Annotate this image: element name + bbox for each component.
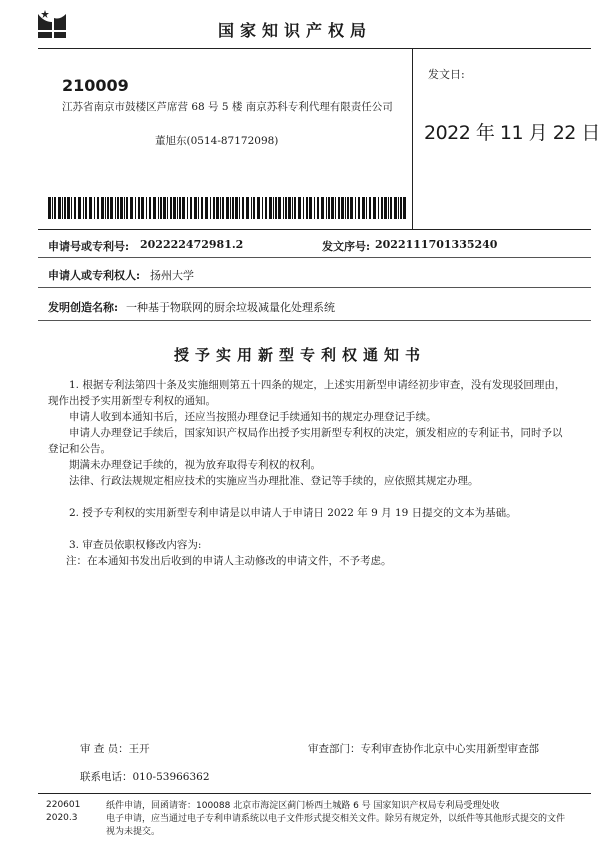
invention-title-label: 发明创造名称:	[48, 301, 119, 314]
invention-title: 一种基于物联网的厨余垃圾减量化处理系统	[126, 301, 335, 314]
examiner: 审 查 员：王开	[80, 743, 150, 755]
contact-phone: 联系电话：010-53966362	[80, 771, 210, 783]
app-no-label: 申请号或专利号:	[48, 240, 130, 253]
footer-divider	[38, 793, 591, 794]
barcode	[48, 197, 408, 219]
doc-no: 2022111701335240	[375, 238, 498, 251]
applicant: 扬州大学	[150, 269, 194, 282]
row-divider	[38, 257, 591, 258]
examining-department: 审查部门：专利审查协作北京中心实用新型审查部	[308, 743, 539, 755]
app-no: 202222472981.2	[140, 238, 244, 251]
paragraph-3-note: 注：在本通知书发出后收到的申请人主动修改的申请文件，不予考虑。	[66, 555, 392, 567]
box-vertical-divider	[412, 49, 413, 229]
box-bottom-divider	[38, 229, 591, 230]
doc-no-label: 发文序号:	[322, 240, 371, 253]
row-divider	[38, 320, 591, 321]
cnipa-emblem-icon	[34, 8, 70, 44]
dispatch-date: 2022 年 11 月 22 日	[424, 122, 600, 144]
paragraph-1d: 法律、行政法规规定相应技术的实施应当办理批准、登记等手续的，应依照其规定办理。	[69, 475, 479, 487]
office-name: 国家知识产权局	[218, 21, 373, 40]
footer-electronic-note: 电子申请，应当通过电子专利申请系统以电子文件形式提交相关文件。除另有规定外，以纸件等其他形式提交的文件视为未提交。	[106, 814, 566, 837]
row-divider	[38, 287, 591, 288]
paragraph-1a: 申请人收到本通知书后，还应当按照办理登记手续通知书的规定办理登记手续。	[69, 411, 437, 423]
recipient-address: 江苏省南京市鼓楼区芦席营 68 号 5 楼 南京苏科专利代理有限责任公司	[62, 101, 393, 113]
paragraph-1b: 申请人办理登记手续后，国家知识产权局作出授予实用新型专利权的决定，颁发相应的专利证书，同时予以登记和公告。	[48, 427, 563, 455]
notice-title: 授予实用新型专利权通知书	[173, 346, 426, 364]
form-version: 2020.3	[46, 813, 78, 823]
dispatch-date-label: 发文日:	[428, 68, 465, 81]
form-code: 220601	[46, 800, 81, 810]
recipient-contact: 董旭东(0514-87172098)	[155, 135, 279, 147]
footer-mail-note: 纸件申请，回函请寄：100088 北京市海淀区蓟门桥西土城路 6 号 国家知识产权局专利局受理处收	[106, 801, 500, 811]
paragraph-1: 1. 根据专利法第四十条及实施细则第五十四条的规定，上述实用新型申请经初步审查，没有发现驳回理由，现作出授予实用新型专利权的通知。	[48, 379, 566, 407]
paragraph-3: 3. 审查员依职权修改内容为:	[69, 539, 202, 551]
postcode: 210009	[62, 76, 129, 95]
header-divider	[38, 48, 591, 49]
applicant-label: 申请人或专利权人:	[48, 269, 141, 282]
paragraph-1c: 期满未办理登记手续的，视为放弃取得专利权的权利。	[69, 459, 321, 471]
paragraph-2: 2. 授予专利权的实用新型专利申请是以申请人于申请日 2022 年 9 月 19 日提交的文本为基础。	[69, 507, 517, 519]
